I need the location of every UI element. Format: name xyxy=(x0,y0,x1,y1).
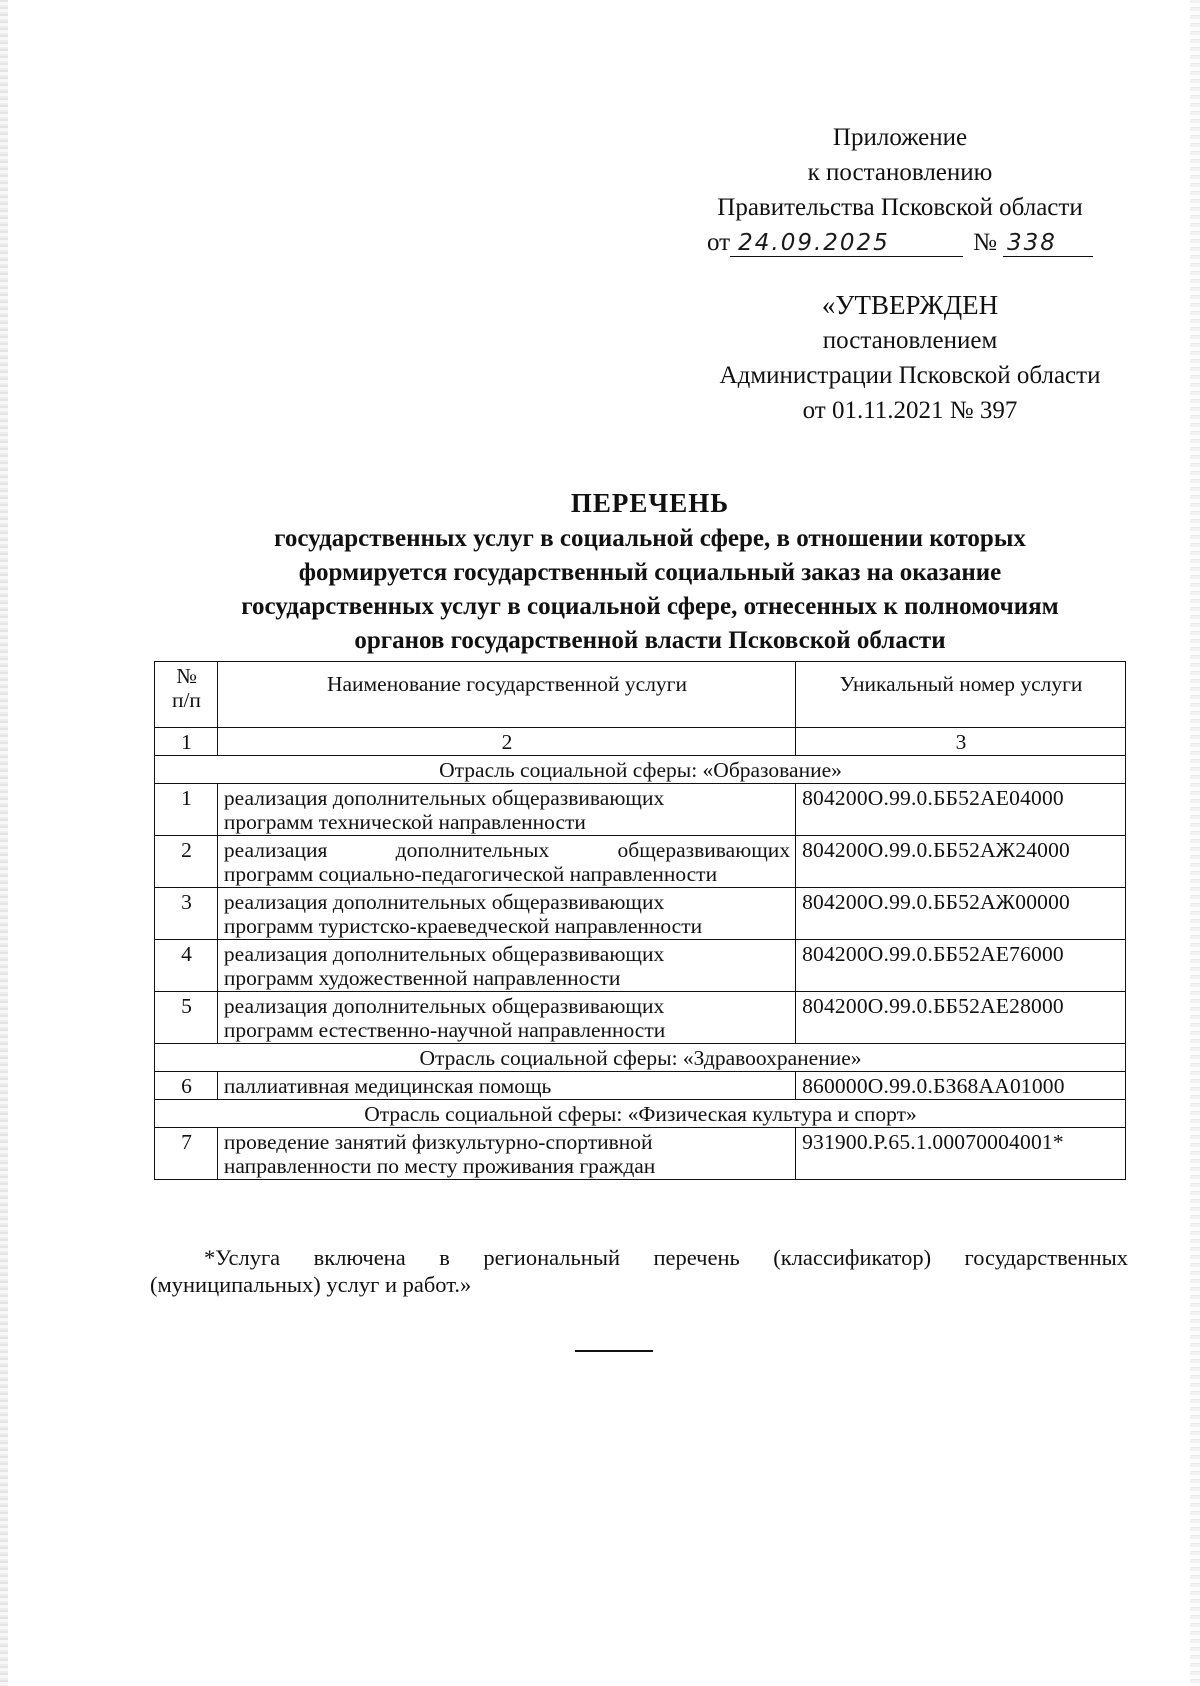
header-service-name: Наименование государственной услуги xyxy=(217,662,795,728)
document-title xyxy=(150,485,1150,657)
sector-row-sport xyxy=(155,1100,1126,1128)
title-sub-line-3: государственных услуг в социальной сфере, отнесенных к полномочиям xyxy=(241,593,1059,620)
table-row xyxy=(155,940,1126,992)
row-number: 7 xyxy=(155,1128,218,1180)
appendix-line-3: Правительства Псковской области xyxy=(717,194,1083,221)
header-service-code: Уникальный номер услуги xyxy=(796,662,1126,728)
footnote xyxy=(150,1244,1128,1298)
approved-line-4: от 01.11.2021 № 397 xyxy=(802,397,1018,424)
row-service-code: 804200О.99.0.ББ52АЖ24000 xyxy=(796,836,1126,888)
number-sign: № xyxy=(973,229,997,256)
scan-edge-right xyxy=(1190,0,1200,1686)
title-sub-line-1: государственных услуг в социальной сфере, в отношении которых xyxy=(274,525,1026,552)
row-service-code: 804200О.99.0.ББ52АЕ04000 xyxy=(796,784,1126,836)
row-number: 1 xyxy=(155,784,218,836)
approved-line-3: Администрации Псковской области xyxy=(719,362,1101,389)
sector-row-education xyxy=(155,756,1126,784)
table-header-row xyxy=(155,662,1126,728)
services-table xyxy=(154,661,1126,1180)
handwritten-date: 24.09.2025 xyxy=(730,230,963,257)
row-service-name: реализация дополнительных общеразвивающих программ технической направленности xyxy=(217,784,795,836)
title-main: ПЕРЕЧЕНЬ xyxy=(570,488,730,518)
appendix-line-2: к постановлению xyxy=(807,159,993,186)
row-service-name: реализация дополнительных общеразвивающих программ социально-педагогической направленности xyxy=(217,836,795,888)
sector-label: Отрасль социальной сферы: «Здравоохранение» xyxy=(155,1044,1126,1072)
title-sub-line-2: формируется государственный социальный заказ на оказание xyxy=(298,559,1002,586)
row-number: 6 xyxy=(155,1072,218,1100)
column-numbers-row xyxy=(155,728,1126,756)
column-number: 1 xyxy=(155,728,218,756)
handwritten-number: 338 xyxy=(1003,230,1093,257)
row-service-code: 860000О.99.0.БЗ68АА01000 xyxy=(796,1072,1126,1100)
appendix-header xyxy=(670,120,1130,260)
table-row xyxy=(155,784,1126,836)
row-service-code: 931900.Р.65.1.00070004001* xyxy=(796,1128,1126,1180)
row-service-name: реализация дополнительных общеразвивающих программ художественной направленности xyxy=(217,940,795,992)
row-number: 5 xyxy=(155,992,218,1044)
row-service-name: проведение занятий физкультурно-спортивной направленности по месту проживания граждан xyxy=(217,1128,795,1180)
table-row xyxy=(155,992,1126,1044)
sector-row-healthcare xyxy=(155,1044,1126,1072)
row-number: 4 xyxy=(155,940,218,992)
approved-header xyxy=(690,288,1130,428)
column-number: 3 xyxy=(796,728,1126,756)
table-row xyxy=(155,888,1126,940)
approved-line-1: «УТВЕРЖДЕН xyxy=(821,290,999,320)
row-service-code: 804200О.99.0.ББ52АЕ76000 xyxy=(796,940,1126,992)
table-row xyxy=(155,1128,1126,1180)
appendix-line-1: Приложение xyxy=(832,124,968,151)
column-number: 2 xyxy=(217,728,795,756)
table-row xyxy=(155,836,1126,888)
title-sub-line-4: органов государственной власти Псковской области xyxy=(354,627,946,654)
row-service-code: 804200О.99.0.ББ52АЕ28000 xyxy=(796,992,1126,1044)
row-number: 3 xyxy=(155,888,218,940)
scan-edge-left xyxy=(0,0,8,1686)
sector-label: Отрасль социальной сферы: «Образование» xyxy=(155,756,1126,784)
table-row xyxy=(155,1072,1126,1100)
appendix-date-number-line xyxy=(670,225,1130,260)
sector-label: Отрасль социальной сферы: «Физическая культура и спорт» xyxy=(155,1100,1126,1128)
row-service-code: 804200О.99.0.ББ52АЖ00000 xyxy=(796,888,1126,940)
row-service-name: реализация дополнительных общеразвивающих программ естественно-научной направленности xyxy=(217,992,795,1044)
approved-line-2: постановлением xyxy=(822,327,998,354)
row-number: 2 xyxy=(155,836,218,888)
footnote-text: *Услуга включена в региональный перечень (классификатор) государственных (муниципальных) услуг и работ.» xyxy=(150,1245,1128,1297)
header-number: № п/п xyxy=(155,662,218,728)
from-prefix: от xyxy=(707,229,731,256)
end-divider xyxy=(575,1350,653,1352)
row-service-name: паллиативная медицинская помощь xyxy=(217,1072,795,1100)
row-service-name: реализация дополнительных общеразвивающих программ туристско-краеведческой направленности xyxy=(217,888,795,940)
